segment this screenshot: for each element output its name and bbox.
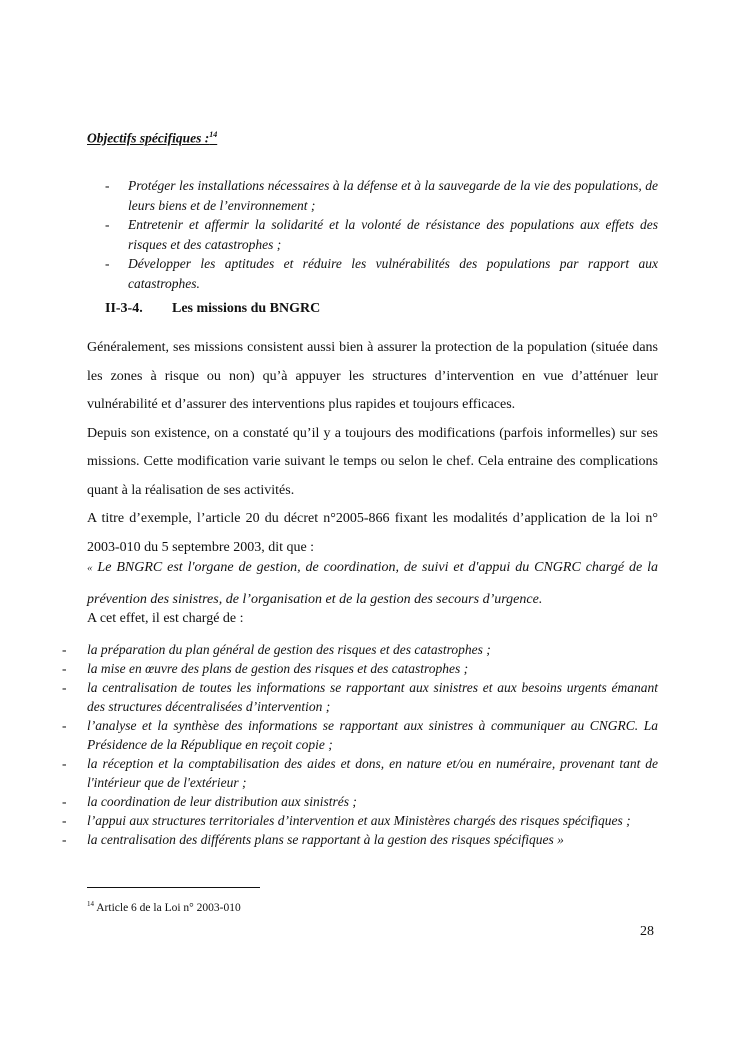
list-item-text: la préparation du plan général de gestion des risques et des catastrophes ;	[87, 642, 491, 657]
footnote	[87, 900, 241, 914]
list-dash: -	[62, 832, 67, 847]
body-paragraphs	[87, 334, 658, 562]
list-item	[62, 811, 658, 830]
list-item-text: Protéger les installations nécessaires à la défense et à la sauvegarde de la vie des populations, de leurs biens et de l’environnement ;	[128, 178, 658, 213]
list-item-text: la centralisation de toutes les informations se rapportant aux sinistres et aux besoins urgents émanant des structures décentralisées d’intervention ;	[87, 680, 658, 714]
objectives-list	[105, 176, 658, 293]
list-item	[105, 254, 658, 293]
list-dash: -	[62, 756, 67, 771]
page-number: 28	[640, 924, 654, 939]
list-dash: -	[105, 256, 110, 271]
objectives-heading	[87, 130, 217, 147]
list-dash: -	[62, 794, 67, 809]
paragraph: Depuis son existence, on a constaté qu’il y a toujours des modifications (parfois informelles) sur ses missions. Cette modification varie suivant le temps ou selon le chef. Cela entraine des complications quant à la réalisation de ses activités.	[87, 425, 658, 498]
list-dash: -	[62, 661, 67, 676]
list-item	[62, 792, 658, 811]
list-dash: -	[62, 642, 67, 657]
list-item-text: la réception et la comptabilisation des aides et dons, en nature et/ou en numéraire, provenant tant de l'intérieur que de l'extérieur ;	[87, 756, 658, 790]
list-item-text: Développer les aptitudes et réduire les vulnérabilités des populations par rapport aux catastrophes.	[128, 256, 658, 291]
list-item-text: l’analyse et la synthèse des informations se rapportant aux sinistres à communiquer au CNGRC. La Présidence de la République en reçoit copie ;	[87, 718, 658, 752]
list-item-text: la centralisation des différents plans se rapportant à la gestion des risques spécifiques »	[87, 832, 564, 847]
list-dash: -	[105, 178, 110, 193]
list-item	[62, 754, 658, 792]
footnote-separator	[87, 887, 260, 888]
list-item-text: Entretenir et affermir la solidarité et la volonté de résistance des populations aux effets des risques et des catastrophes ;	[128, 217, 658, 252]
list-item	[62, 830, 658, 849]
list-item	[62, 678, 658, 716]
list-dash: -	[62, 813, 67, 828]
footnote-reference: 14	[209, 130, 218, 139]
section-title: Les missions du BNGRC	[172, 301, 321, 316]
paragraph: Généralement, ses missions consistent aussi bien à assurer la protection de la population (située dans les zones à risque ou non) qu’à appuyer les structures d’intervention en vue d’atténuer leur vulnérabilité et d’assurer des interventions plus rapides et toujours efficaces.	[87, 340, 658, 412]
list-dash: -	[105, 217, 110, 232]
footnote-number: 14	[87, 900, 94, 908]
list-item-text: la mise en œuvre des plans de gestion des risques et des catastrophes ;	[87, 661, 469, 676]
missions-list	[62, 640, 658, 849]
list-item	[105, 215, 658, 254]
quote-open-mark: «	[87, 562, 93, 574]
charge-intro: A cet effet, il est chargé de :	[87, 611, 244, 626]
paragraph: A titre d’exemple, l’article 20 du décret n°2005-866 fixant les modalités d’application de la loi n° 2003-010 du 5 septembre 2003, dit que :	[87, 511, 658, 555]
list-item	[62, 716, 658, 754]
list-item-text: l’appui aux structures territoriales d’intervention et aux Ministères chargés des risques spécifiques ;	[87, 813, 631, 828]
section-number: II-3-4.	[105, 301, 143, 316]
list-item	[62, 640, 658, 659]
decree-quote	[87, 552, 658, 616]
list-item-text: la coordination de leur distribution aux sinistrés ;	[87, 794, 357, 809]
list-dash: -	[62, 680, 67, 695]
list-dash: -	[62, 718, 67, 733]
list-item	[62, 659, 658, 678]
footnote-text: Article 6 de la Loi n° 2003-010	[96, 901, 241, 914]
list-item	[105, 176, 658, 215]
quote-text: Le BNGRC est l'organe de gestion, de coordination, de suivi et d'appui du CNGRC chargé de la prévention des sinistres, de l’organisation et de la gestion des secours d’urgence.	[87, 560, 658, 607]
objectives-title: Objectifs spécifiques :	[87, 130, 210, 146]
section-heading	[105, 301, 320, 317]
